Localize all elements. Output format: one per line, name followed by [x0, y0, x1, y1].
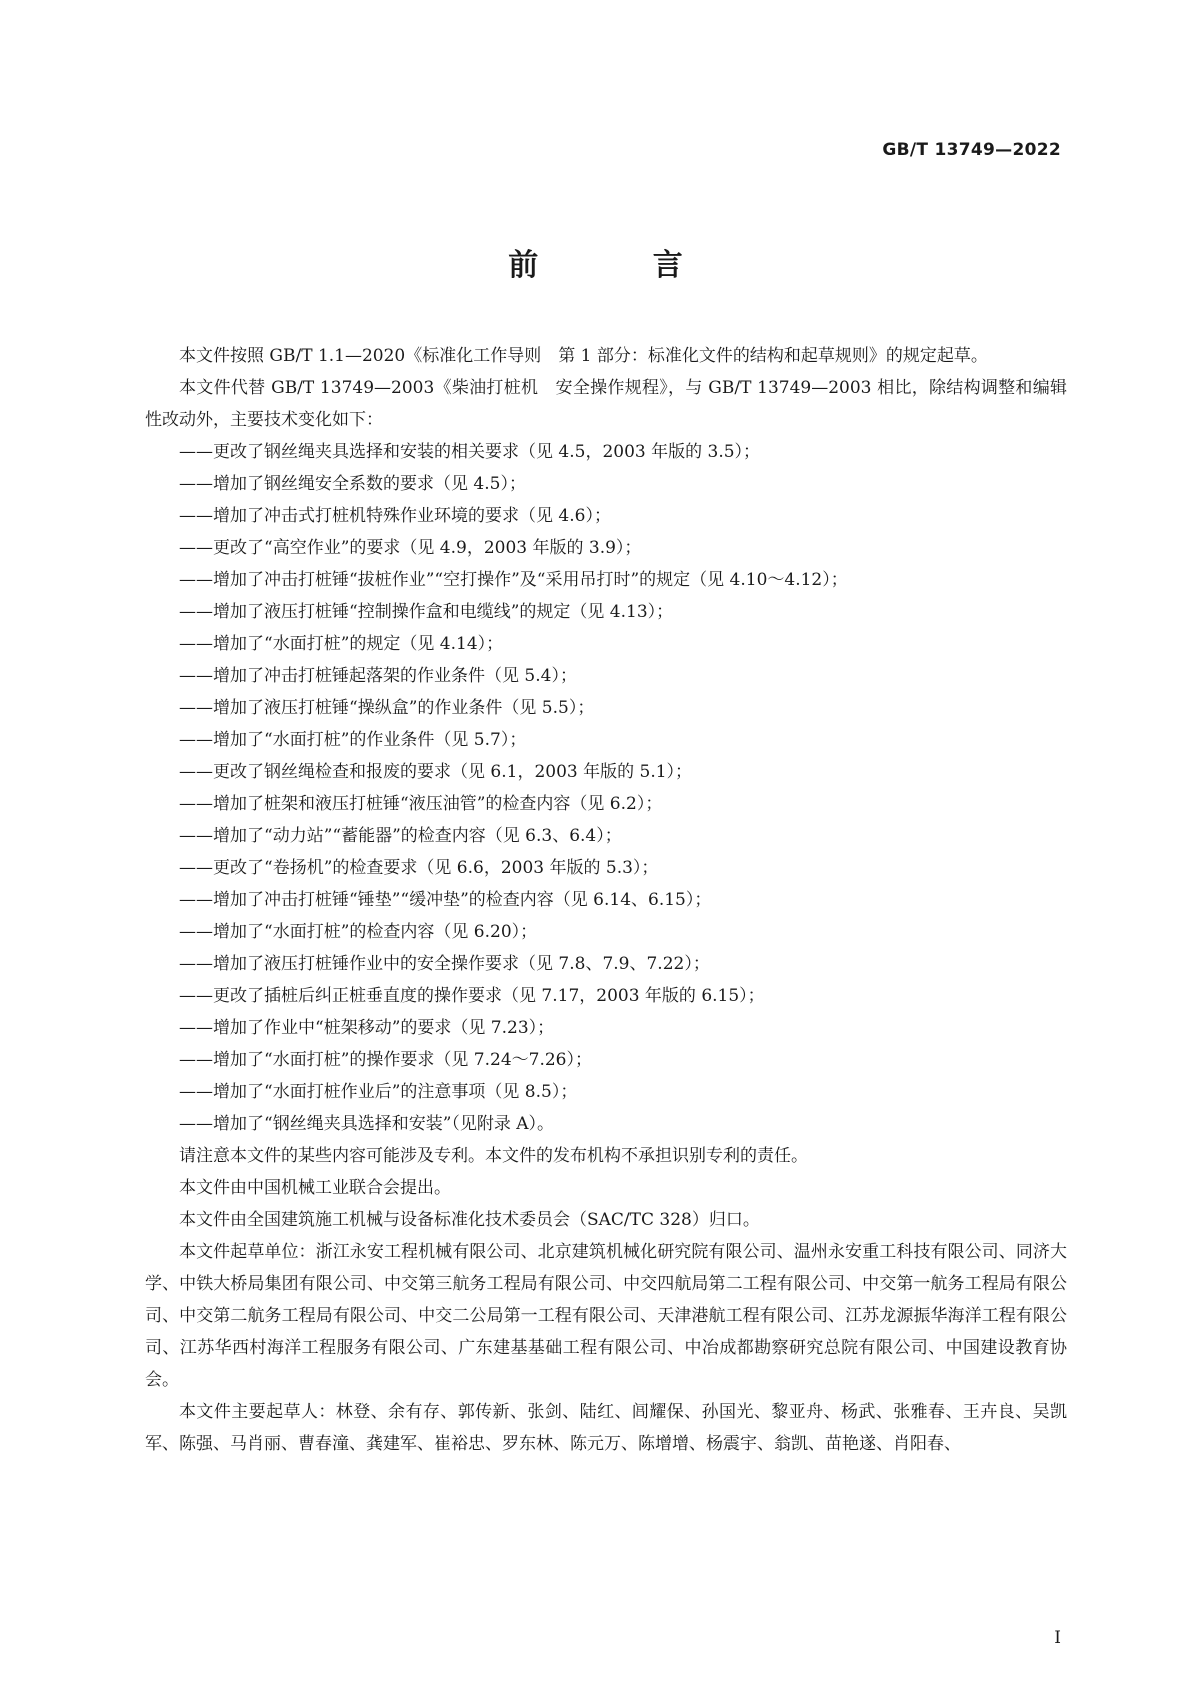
list-item: ——增加了冲击打桩锤起落架的作业条件（见 5.4）；: [179, 666, 577, 686]
paragraph-proposer: 本文件由中国机械工业联合会提出。: [179, 1178, 451, 1198]
paragraph-replacement: 本文件代替 GB/T 13749—2003《柴油打桩机 安全操作规程》，与 GB/T 13749—2003 相比，除结构调整和编辑性改动外，主要技术变化如下：: [145, 378, 1067, 430]
list-item: ——增加了钢丝绳安全系数的要求（见 4.5）；: [179, 474, 526, 494]
list-item: ——增加了“水面打桩”的作业条件（见 5.7）；: [179, 730, 527, 750]
list-item: ——增加了液压打桩锤作业中的安全操作要求（见 7.8、7.9、7.22）；: [179, 954, 710, 974]
paragraph-patent-notice: 请注意本文件的某些内容可能涉及专利。本文件的发布机构不承担识别专利的责任。: [179, 1146, 808, 1166]
paragraph-drafters: 本文件主要起草人：林登、余有存、郭传新、张剑、陆红、闾耀保、孙国光、黎亚舟、杨武、张雅春、王卉良、吴凯军、陈强、马肖丽、曹春潼、龚建军、崔裕忠、罗东林、陈元万、陈增增、杨震宇、翁凯、苗艳遂、肖阳春、: [145, 1402, 1067, 1454]
page-title: 前 言: [508, 248, 735, 283]
list-item: ——更改了“高空作业”的要求（见 4.9，2003 年版的 3.9）；: [179, 538, 642, 558]
document-body: [145, 340, 1067, 1460]
list-item: ——增加了冲击式打桩机特殊作业环境的要求（见 4.6）；: [179, 506, 611, 526]
list-item: ——更改了插桩后纠正桩垂直度的操作要求（见 7.17，2003 年版的 6.15）；: [179, 986, 765, 1006]
list-item: ——增加了“水面打桩”的操作要求（见 7.24～7.26）；: [179, 1050, 592, 1070]
list-item: ——增加了“水面打桩”的检查内容（见 6.20）；: [179, 922, 538, 942]
list-item: ——增加了作业中“桩架移动”的要求（见 7.23）；: [179, 1018, 555, 1038]
paragraph-drafting-rules: 本文件按照 GB/T 1.1—2020《标准化工作导则 第 1 部分：标准化文件的结构和起草规则》的规定起草。: [179, 346, 988, 366]
list-item: ——增加了“水面打桩”的规定（见 4.14）；: [179, 634, 504, 654]
list-item: ——更改了“卷扬机”的检查要求（见 6.6，2003 年版的 5.3）；: [179, 858, 659, 878]
list-item: ——增加了冲击打桩锤“锤垫”“缓冲垫”的检查内容（见 6.14、6.15）；: [179, 890, 712, 910]
standard-code: GB/T 13749—2022: [882, 140, 1061, 160]
list-item: ——增加了液压打桩锤“控制操作盒和电缆线”的规定（见 4.13）；: [179, 602, 674, 622]
list-item: ——增加了冲击打桩锤“拔桩作业”“空打操作”及“采用吊打时”的规定（见 4.10～4.12）；: [179, 570, 848, 590]
list-item: ——更改了钢丝绳检查和报废的要求（见 6.1，2003 年版的 5.1）；: [179, 762, 693, 782]
page-number: I: [1054, 1628, 1061, 1648]
list-item: ——增加了液压打桩锤“操纵盒”的作业条件（见 5.5）；: [179, 698, 595, 718]
paragraph-committee: 本文件由全国建筑施工机械与设备标准化技术委员会（SAC/TC 328）归口。: [179, 1210, 760, 1230]
list-item: ——增加了“钢丝绳夹具选择和安装”（见附录 A）。: [179, 1114, 555, 1134]
list-item: ——更改了钢丝绳夹具选择和安装的相关要求（见 4.5，2003 年版的 3.5）；: [179, 442, 761, 462]
list-item: ——增加了“水面打桩作业后”的注意事项（见 8.5）；: [179, 1082, 578, 1102]
changes-list: [145, 436, 1067, 1140]
list-item: ——增加了“动力站”“蓄能器”的检查内容（见 6.3、6.4）；: [179, 826, 622, 846]
list-item: ——增加了桩架和液压打桩锤“液压油管”的检查内容（见 6.2）；: [179, 794, 663, 814]
paragraph-drafting-units: 本文件起草单位：浙江永安工程机械有限公司、北京建筑机械化研究院有限公司、温州永安重工科技有限公司、同济大学、中铁大桥局集团有限公司、中交第三航务工程局有限公司、中交四航局第二工程有限公司、中交第一航务工程局有限公司、中交第二航务工程局有限公司、中交二公局第一工程有限公司、天津港航工程有限公司、江苏龙源振华海洋工程有限公司、江苏华西村海洋工程服务有限公司、广东建基基础工程有限公司、中冶成都勘察研究总院有限公司、中国建设教育协会。: [145, 1242, 1067, 1390]
